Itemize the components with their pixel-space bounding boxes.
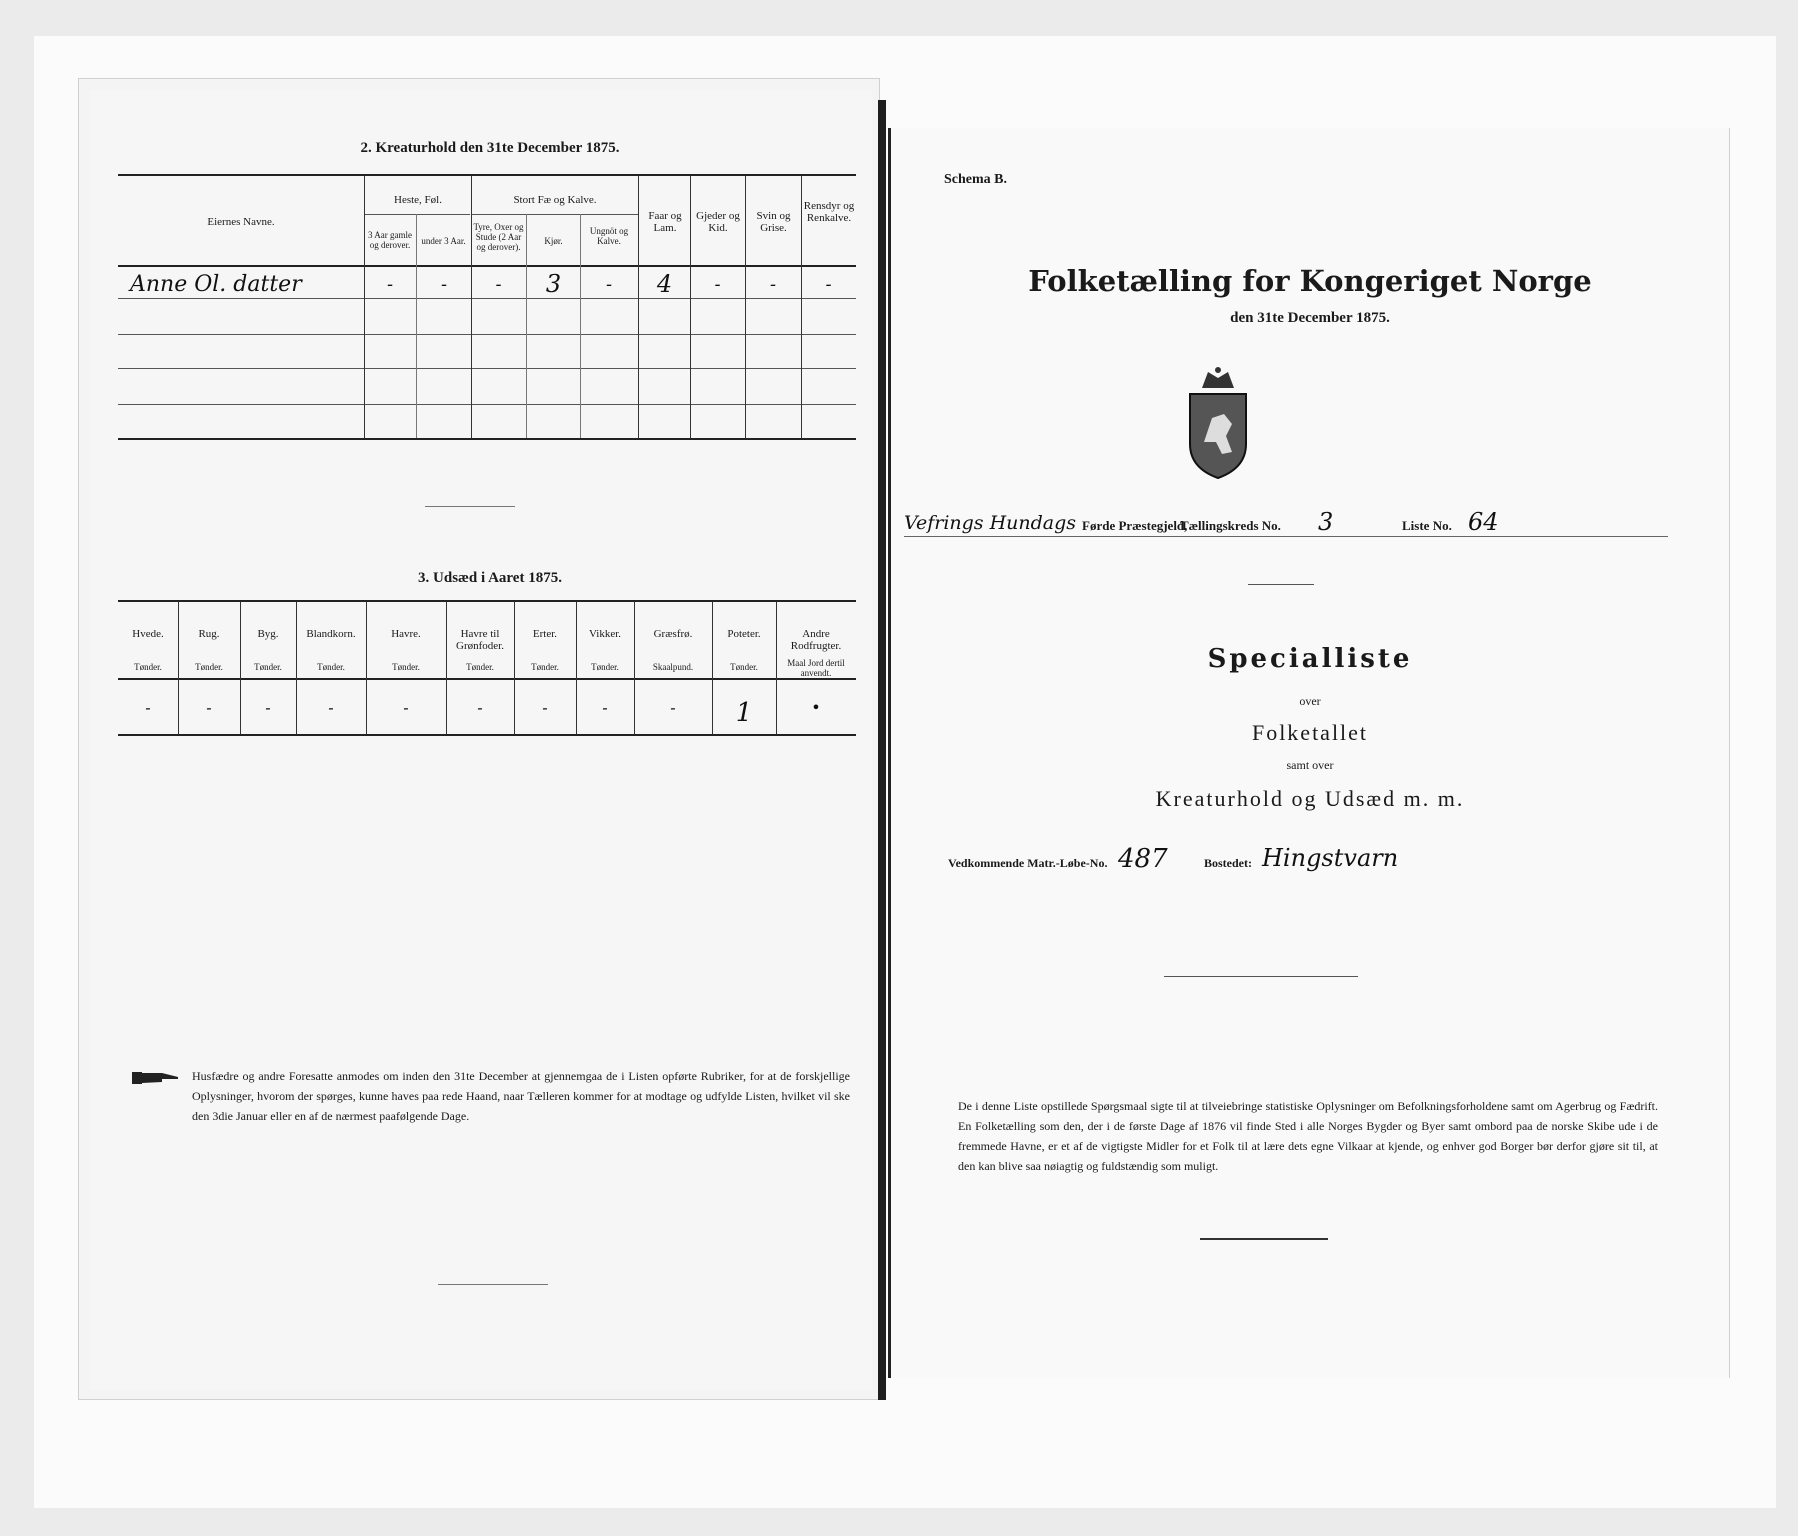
table3-header-name: Vikker.: [588, 628, 622, 640]
table3-header-unit: Tønder.: [254, 662, 282, 672]
place-underline: [904, 536, 1668, 537]
table2-col-divider: [416, 214, 417, 438]
table2-col-divider: [745, 176, 746, 438]
table3-header-unit: Tønder.: [392, 662, 420, 672]
table3-value-cell: -: [542, 698, 548, 717]
table3-header-unit: Tønder.: [466, 662, 494, 672]
header-heste-sub2: under 3 Aar.: [421, 236, 466, 246]
header-heste: Heste, Føl.: [394, 194, 442, 206]
ungnot-cell: -: [605, 274, 613, 295]
section3-title: 3. Udsæd i Aaret 1875.: [418, 570, 562, 586]
svin-cell: -: [769, 274, 777, 295]
title-date: den 31te December 1875.: [1230, 310, 1390, 326]
section2-title: 2. Kreaturhold den 31te December 1875.: [360, 140, 620, 156]
table3-header-name: Blandkorn.: [306, 628, 356, 640]
section-divider: [425, 506, 515, 507]
rensdyr-cell: -: [825, 274, 832, 295]
kreds-label: Tællingskreds No.: [1180, 518, 1281, 533]
table3-header-name: Græsfrø.: [653, 628, 693, 640]
table3-value-cell: -: [145, 698, 151, 717]
heste-subrule: [364, 214, 470, 215]
matr-value: 487: [1118, 844, 1168, 874]
bosted-label: Bostedet:: [1204, 856, 1252, 870]
table3-header-name: Havre til Grønfoder.: [456, 628, 504, 652]
right-divider-2: [1164, 976, 1358, 977]
table3-value-cell: -: [206, 698, 212, 717]
norway-coat-of-arms-icon: [1182, 364, 1254, 482]
table2-col-divider: [471, 176, 472, 438]
liste-value: 64: [1468, 508, 1499, 536]
header-svin: Svin og Grise.: [756, 210, 791, 234]
table2-col-divider: [526, 214, 527, 438]
table3-header-unit: Tønder.: [531, 662, 559, 672]
table3-header-unit: Skaalpund.: [652, 662, 694, 672]
matr-label: Vedkommende Matr.-Løbe-No.: [948, 856, 1108, 870]
table2-col-divider: [690, 176, 691, 438]
table3-header-name: Byg.: [257, 628, 279, 640]
place-printed: Førde Præstegjeld,: [1082, 518, 1188, 533]
owner-name-cell: Anne Ol. datter: [130, 272, 302, 297]
tyre-cell: -: [495, 274, 502, 295]
right-divider-1: [1248, 584, 1314, 585]
header-faar: Faar og Lam.: [648, 210, 682, 234]
header-heste-sub1: 3 Aar gamle og derover.: [368, 230, 412, 250]
table3-header-name: Hvede.: [132, 628, 164, 640]
binding-spine: [878, 100, 886, 1400]
table2-bottom-rule: [118, 438, 856, 440]
header-stort-sub1: Tyre, Oxer og Stude (2 Aar og derover).: [473, 222, 524, 252]
table3-header-unit: Tønder.: [591, 662, 619, 672]
folketallet-text: Folketallet: [1251, 720, 1369, 745]
over-text: over: [1299, 694, 1321, 708]
left-bottom-divider: [438, 1284, 548, 1285]
footer-text: De i denne Liste opstillede Spørgsmaal sigte til at tilveiebringe statistiske Oplysninger om Befolkningsforholdene samt om Agerbrug og Fædrift. En Folketælling som den, der i de første Dage af 1876 vil finde Sted i alle Norges Bygder og Byer samt ombord paa de norske Skibe ude i de fremmede Havne, er et af de vigtigste Midler for et Folk til at lære dets egne Vilkaar at kjende, og enhver god Borger bør derfor gjøre sit til, at den kan blive saa nøiagtig og fuldstændig som muligt.: [958, 1099, 1658, 1173]
table2-col-divider: [638, 176, 639, 438]
table3-header-unit: Tønder.: [195, 662, 223, 672]
header-rensdyr: Rensdyr og Renkalve.: [803, 200, 855, 224]
table3-value-cell: -: [328, 698, 334, 717]
liste-label: Liste No.: [1402, 518, 1452, 533]
pointing-hand-icon: [132, 1068, 182, 1088]
table3-value-cell: •: [811, 698, 821, 717]
table3-header-rule: [118, 678, 856, 680]
table3-value-cell: -: [403, 698, 409, 717]
kreds-value: 3: [1318, 508, 1334, 536]
bosted-value: Hingstvarn: [1262, 844, 1399, 872]
table2-col-divider: [364, 176, 365, 438]
table2-col-divider: [580, 214, 581, 438]
table3-bottom-rule: [118, 734, 856, 736]
main-title: Folketælling for Kongeriget Norge: [1028, 264, 1592, 298]
heste-old-cell: -: [386, 274, 394, 295]
table3-header-name: Andre Rodfrugter.: [790, 628, 842, 652]
gjeder-cell: -: [714, 274, 721, 295]
specialliste-title: Specialliste: [1207, 644, 1413, 674]
table3-value-cell: -: [602, 698, 608, 717]
table3-header-unit: Maal Jord dertil anvendt.: [787, 658, 845, 678]
table3-header-name: Havre.: [391, 628, 421, 640]
header-owner: Eiernes Navne.: [207, 216, 275, 228]
right-divider-3: [1200, 1238, 1328, 1240]
table3-value-cell: -: [670, 698, 676, 717]
schema-label: Schema B.: [944, 172, 1007, 187]
table3-header-name: Rug.: [198, 628, 220, 640]
table3-header-unit: Tønder.: [317, 662, 345, 672]
heste-young-cell: -: [440, 274, 448, 295]
notice-text: Husfædre og andre Foresatte anmodes om inden den 31te December at gjennemgaa de i Listen opførte Rubriker, for at de forskjellige Oplysninger, hvorom der spørges, kunne haves paa rede Haand, naar Tælleren kommer for at modtage og udfylde Listen, hvilket vil ske den 3die Januar eller en af de nærmest paafølgende Dage.: [192, 1069, 850, 1123]
table3-value-cell: 1: [735, 698, 753, 728]
table3-header-unit: Tønder.: [730, 662, 758, 672]
table3-value-cell: -: [477, 698, 483, 717]
handwritten-place: Vefrings Hundags: [904, 512, 1077, 534]
header-stort-sub2: Kjør.: [544, 236, 563, 246]
faar-cell: 4: [656, 270, 673, 298]
table3-header-unit: Tønder.: [134, 662, 162, 672]
table3-top-rule: [118, 600, 856, 602]
kjor-cell: 3: [545, 270, 562, 298]
kreaturhold-text: Kreaturhold og Udsæd m. m.: [1155, 786, 1465, 811]
header-stort: Stort Fæ og Kalve.: [513, 194, 597, 206]
header-gjeder: Gjeder og Kid.: [696, 210, 740, 234]
table3-header-name: Poteter.: [727, 628, 761, 640]
samt-over-text: samt over: [1286, 758, 1334, 772]
header-stort-sub3: Ungnöt og Kalve.: [589, 226, 629, 246]
stort-subrule: [472, 214, 638, 215]
table3-value-cell: -: [265, 698, 271, 717]
table3-header-name: Erter.: [532, 628, 558, 640]
table2-col-divider: [801, 176, 802, 438]
